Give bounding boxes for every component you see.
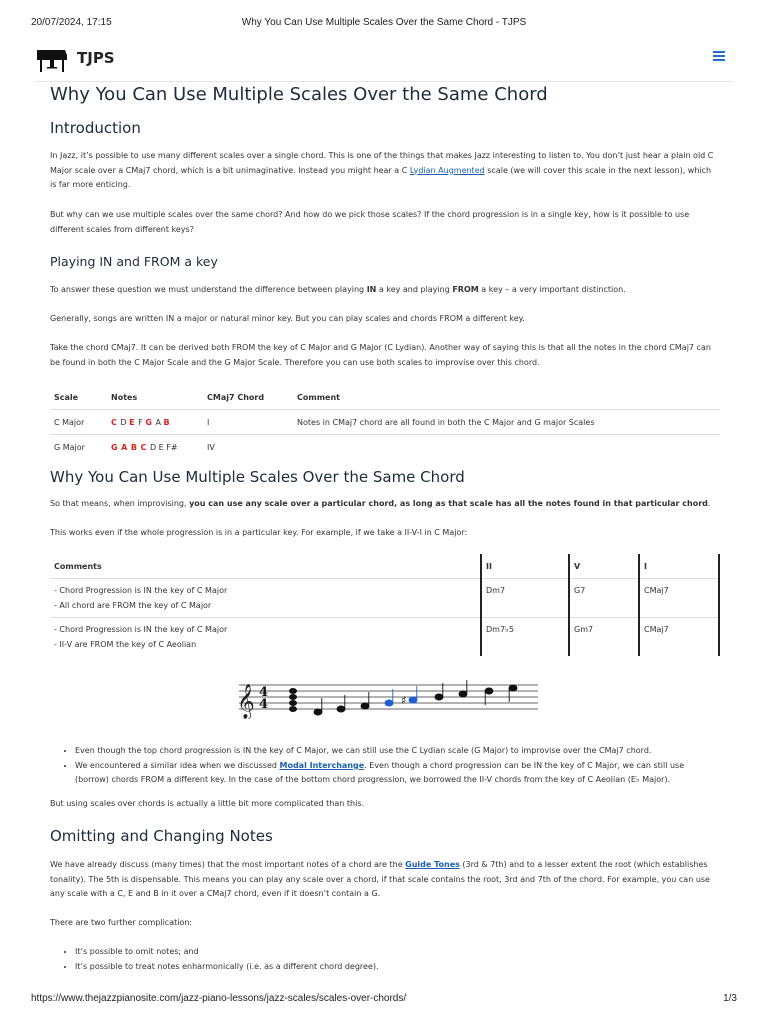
omit-paragraph-2: There are two further complication: (50, 918, 193, 927)
table-header: CMaj7 Chord (203, 385, 293, 410)
intro-heading: Introduction (50, 119, 141, 137)
print-footer (31, 993, 737, 1007)
omit-paragraph-1: We have already discuss (many times) that the most important notes of a chord are the Guide Tones (3rd & 7th) and to a lesser extent the root (which establishes tonality). The 5th is dispensable. This means you can play any scale over a chord, if that scale contains the root, 3rd and 7th of the chord. For example, you can use any scale with a C, E and B in it over a CMaj7 chord, even if it doesn’t contain a G. (50, 860, 710, 898)
piano-icon[interactable] (35, 47, 69, 73)
table-header: V (569, 554, 639, 579)
list-item: • Even though the top chord progression is IN the key of C Major, we can still use the C Lydian scale (G Major) to improvise over the CMaj7 chord. (75, 744, 720, 759)
modal-interchange-link[interactable]: Modal Interchange (279, 760, 365, 770)
playing-paragraph-1: To answer these question we must understand the difference between playing IN a key and playing FROM a key – a very important distinction. (50, 285, 626, 294)
table-row: - Chord Progression is IN the key of C Major - II-V are FROM the key of C Aeolian Dm7♭5 Gm7 CMaj7 (50, 618, 719, 657)
site-header (35, 43, 733, 82)
sharp-icon: ♯ (401, 694, 407, 707)
bullet-list-1 (50, 744, 720, 788)
list-item: • It’s possible to omit notes; and (75, 945, 720, 960)
print-datetime: 20/07/2024, 17:15 (31, 17, 112, 28)
print-url: https://www.thejazzpianosite.com/jazz-piano-lessons/jazz-scales/scales-over-chords/ (31, 993, 407, 1004)
table-header: Scale (50, 385, 107, 410)
table-row: C Major C D E F G A B I Notes in CMaj7 chord are all found in both the C Major and G major Scales (50, 410, 720, 435)
list-item: • It’s possible to treat notes enharmonically (i.e. as a different chord degree). (75, 960, 720, 975)
print-title: Why You Can Use Multiple Scales Over the Same Chord - TJPS (241, 17, 527, 28)
lydian-augmented-link[interactable]: Lydian Augmented (409, 165, 485, 175)
after-bullets-paragraph: But using scales over chords is actually a little bit more complicated than this. (50, 799, 365, 808)
table-row: - Chord Progression is IN the key of C Major - All chord are FROM the key of C Major Dm7 G7 CMaj7 (50, 579, 719, 618)
table-header: Comment (293, 385, 720, 410)
why-paragraph-1: So that means, when improvising, you can use any scale over a particular chord, as long as that scale has all the notes found in that particular chord. (50, 499, 711, 508)
list-item: • We encountered a similar idea when we discussed Modal Interchange. Even though a chord progression can be IN the key of C Major, we can still use (borrow) chords FROM a different key. In the case of the bottom chord progression, we borrowed the II-V chords from the key of C Aeolian (E♭ Major). (75, 759, 720, 788)
site-name[interactable]: TJPS (77, 49, 115, 67)
intro-paragraph-2: But why can we use multiple scales over the same chord? And how do we pick those scales? If the chord progression is in a single key, how is it possible to use different scales from different keys? (50, 210, 690, 234)
playing-paragraph-3: Take the chord CMaj7. It can be derived both FROM the key of C Major and G Major (C Lydian). Another way of saying this is that all the notes in the chord CMaj7 can be found in both the C Major Scale and the G Major Scale. Therefore you can use both scales to improvise over this chord. (50, 343, 711, 367)
music-staff-image (235, 677, 540, 719)
table-header: II (481, 554, 569, 579)
print-header (31, 17, 737, 31)
bullet-list-2 (50, 945, 720, 974)
table-header: I (639, 554, 719, 579)
page-title: Why You Can Use Multiple Scales Over the Same Chord (50, 84, 548, 105)
playing-heading: Playing IN and FROM a key (50, 254, 218, 269)
table-row: G Major G A B C D E F# IV (50, 435, 720, 460)
time-signature-top: 4 (259, 685, 269, 700)
playing-paragraph-2: Generally, songs are written IN a major or natural minor key. But you can play scales and chords FROM a different key. (50, 314, 525, 323)
treble-clef-icon: 𝄞 (237, 684, 255, 719)
hamburger-menu-icon[interactable] (713, 51, 725, 61)
table-header: Notes (107, 385, 203, 410)
scales-table (50, 385, 720, 459)
why-paragraph-2: This works even if the whole progression is in a particular key. For example, if we take a II-V-I in C Major: (50, 528, 468, 537)
time-signature-bottom: 4 (259, 697, 269, 712)
page-number: 1/3 (723, 993, 737, 1004)
chord-stack (289, 688, 297, 712)
table-header: Comments (50, 554, 481, 579)
intro-paragraph-1: In Jazz, it’s possible to use many different scales over a single chord. This is one of the things that makes Jazz interesting to listen to. You don’t just hear a plain old C Major scale over a CMaj7 chord, which is a bit unimaginative. Instead you might hear a C Lydian Augmented scale (we will cover this scale in the next lesson), which is far more enticing. (50, 151, 714, 189)
notes-cell: C D E F G A B (107, 410, 203, 435)
progressions-table (50, 554, 720, 656)
notes-cell: G A B C D E F# (111, 442, 178, 452)
guide-tones-link[interactable]: Guide Tones (405, 860, 460, 869)
omit-heading: Omitting and Changing Notes (50, 827, 273, 845)
why-heading: Why You Can Use Multiple Scales Over the Same Chord (50, 468, 465, 486)
